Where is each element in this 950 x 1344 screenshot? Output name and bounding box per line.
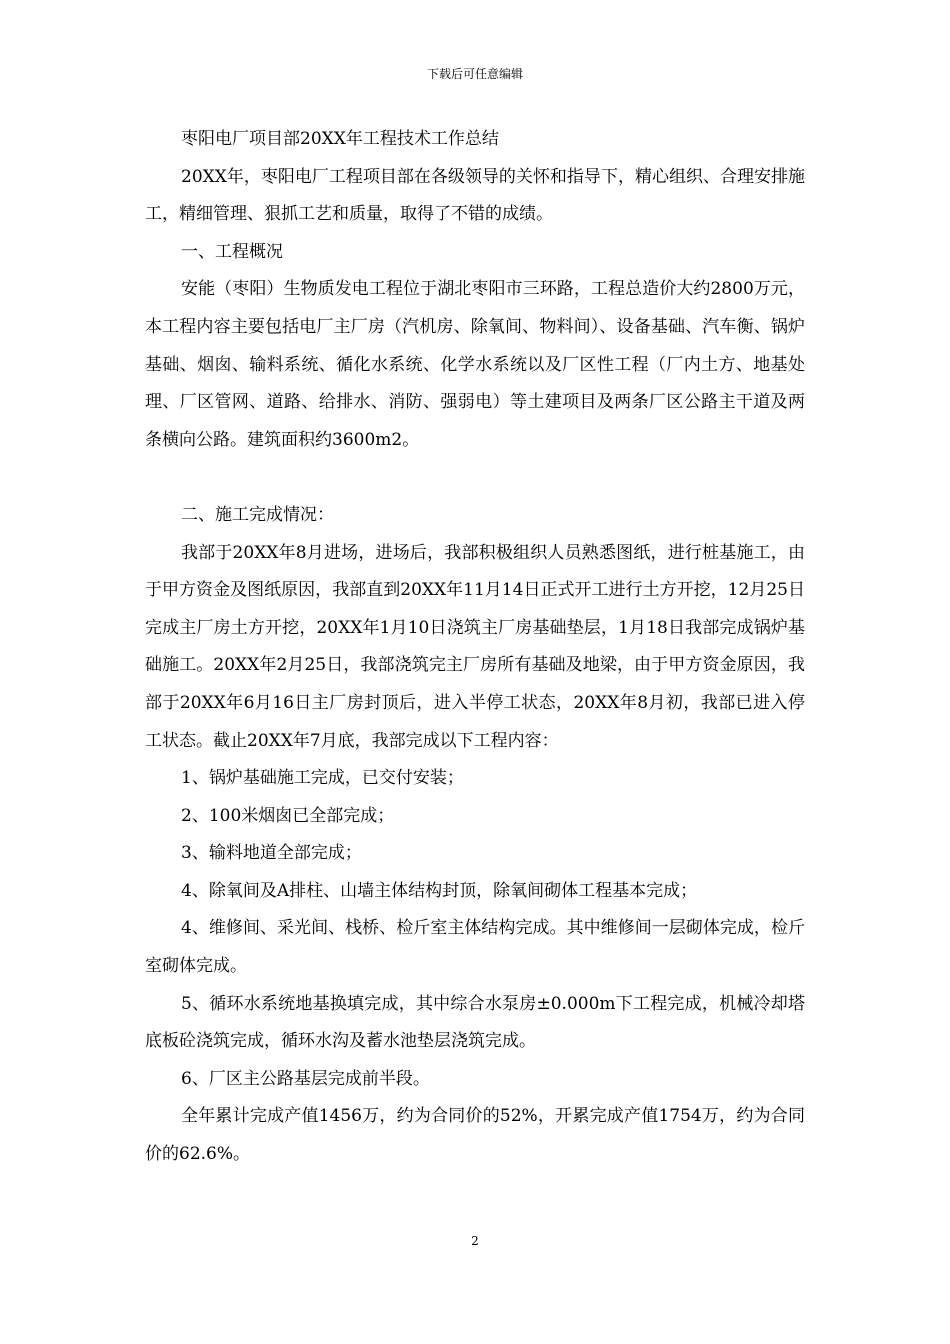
page-header-note: 下载后可任意编辑 — [426, 67, 523, 81]
list-item: 1、锅炉基础施工完成，已交付安装； — [181, 768, 464, 789]
list-item: 4、除氧间及A排柱、山墙主体结构封顶，除氧间砌体工程基本完成； — [181, 880, 698, 901]
summary-paragraph: 全年累计完成产值1456万，约为合同价的52%，开累完成产值1754万，约为合同价的62.6%。 — [145, 1106, 805, 1165]
section-1-heading: 一、工程概况 — [181, 241, 283, 262]
document-body — [145, 121, 805, 1174]
list-item: 4、维修间、采光间、栈桥、检斤室主体结构完成。其中维修间一层砌体完成，检斤室砌体完成。 — [145, 918, 805, 977]
section-1-paragraph: 安能（枣阳）生物质发电工程位于湖北枣阳市三环路，工程总造价大约2800万元，本工程内容主要包括电厂主厂房（汽机房、除氧间、物料间）、设备基础、汽车衡、锅炉基础、烟囱、输料系统、循化水系统、化学水系统以及厂区性工程（厂内土方、地基处理、厂区管网、道路、给排水、消防、强弱电）等土建项目及两条厂区公路主干道及两条横向公路。建筑面积约3600m2。 — [145, 279, 805, 450]
list-item: 5、循环水系统地基换填完成，其中综合水泵房±0.000m下工程完成，机械冷却塔底板砼浇筑完成，循环水沟及蓄水池垫层浇筑完成。 — [145, 993, 805, 1052]
blank-line — [145, 459, 805, 497]
section-2-paragraph: 我部于20XX年8月进场，进场后，我部积极组织人员熟悉图纸，进行桩基施工，由于甲方资金及图纸原因，我部直到20XX年11月14日正式开工进行土方开挖，12月25日完成主厂房土方开挖，20XX年1月10日浇筑主厂房基础垫层，1月18日我部完成锅炉基础施工。20XX年2月25日，我部浇筑完主厂房所有基础及地梁，由于甲方资金原因，我部于20XX年6月16日主厂房封顶后，进入半停工状态，20XX年8月初，我部已进入停工状态。截止20XX年7月底，我部完成以下工程内容： — [145, 542, 805, 751]
list-item: 3、输料地道全部完成； — [181, 843, 362, 864]
list-item: 2、100米烟囱已全部完成； — [181, 805, 395, 826]
list-item: 6、厂区主公路基层完成前半段。 — [181, 1068, 430, 1089]
document-title: 枣阳电厂项目部20XX年工程技术工作总结 — [181, 129, 499, 149]
page-number: 2 — [471, 1234, 479, 1248]
section-2-heading: 二、施工完成情况： — [181, 504, 334, 525]
intro-paragraph: 20XX年，枣阳电厂工程项目部在各级领导的关怀和指导下，精心组织、合理安排施工，精细管理、狠抓工艺和质量，取得了不错的成绩。 — [145, 166, 805, 225]
